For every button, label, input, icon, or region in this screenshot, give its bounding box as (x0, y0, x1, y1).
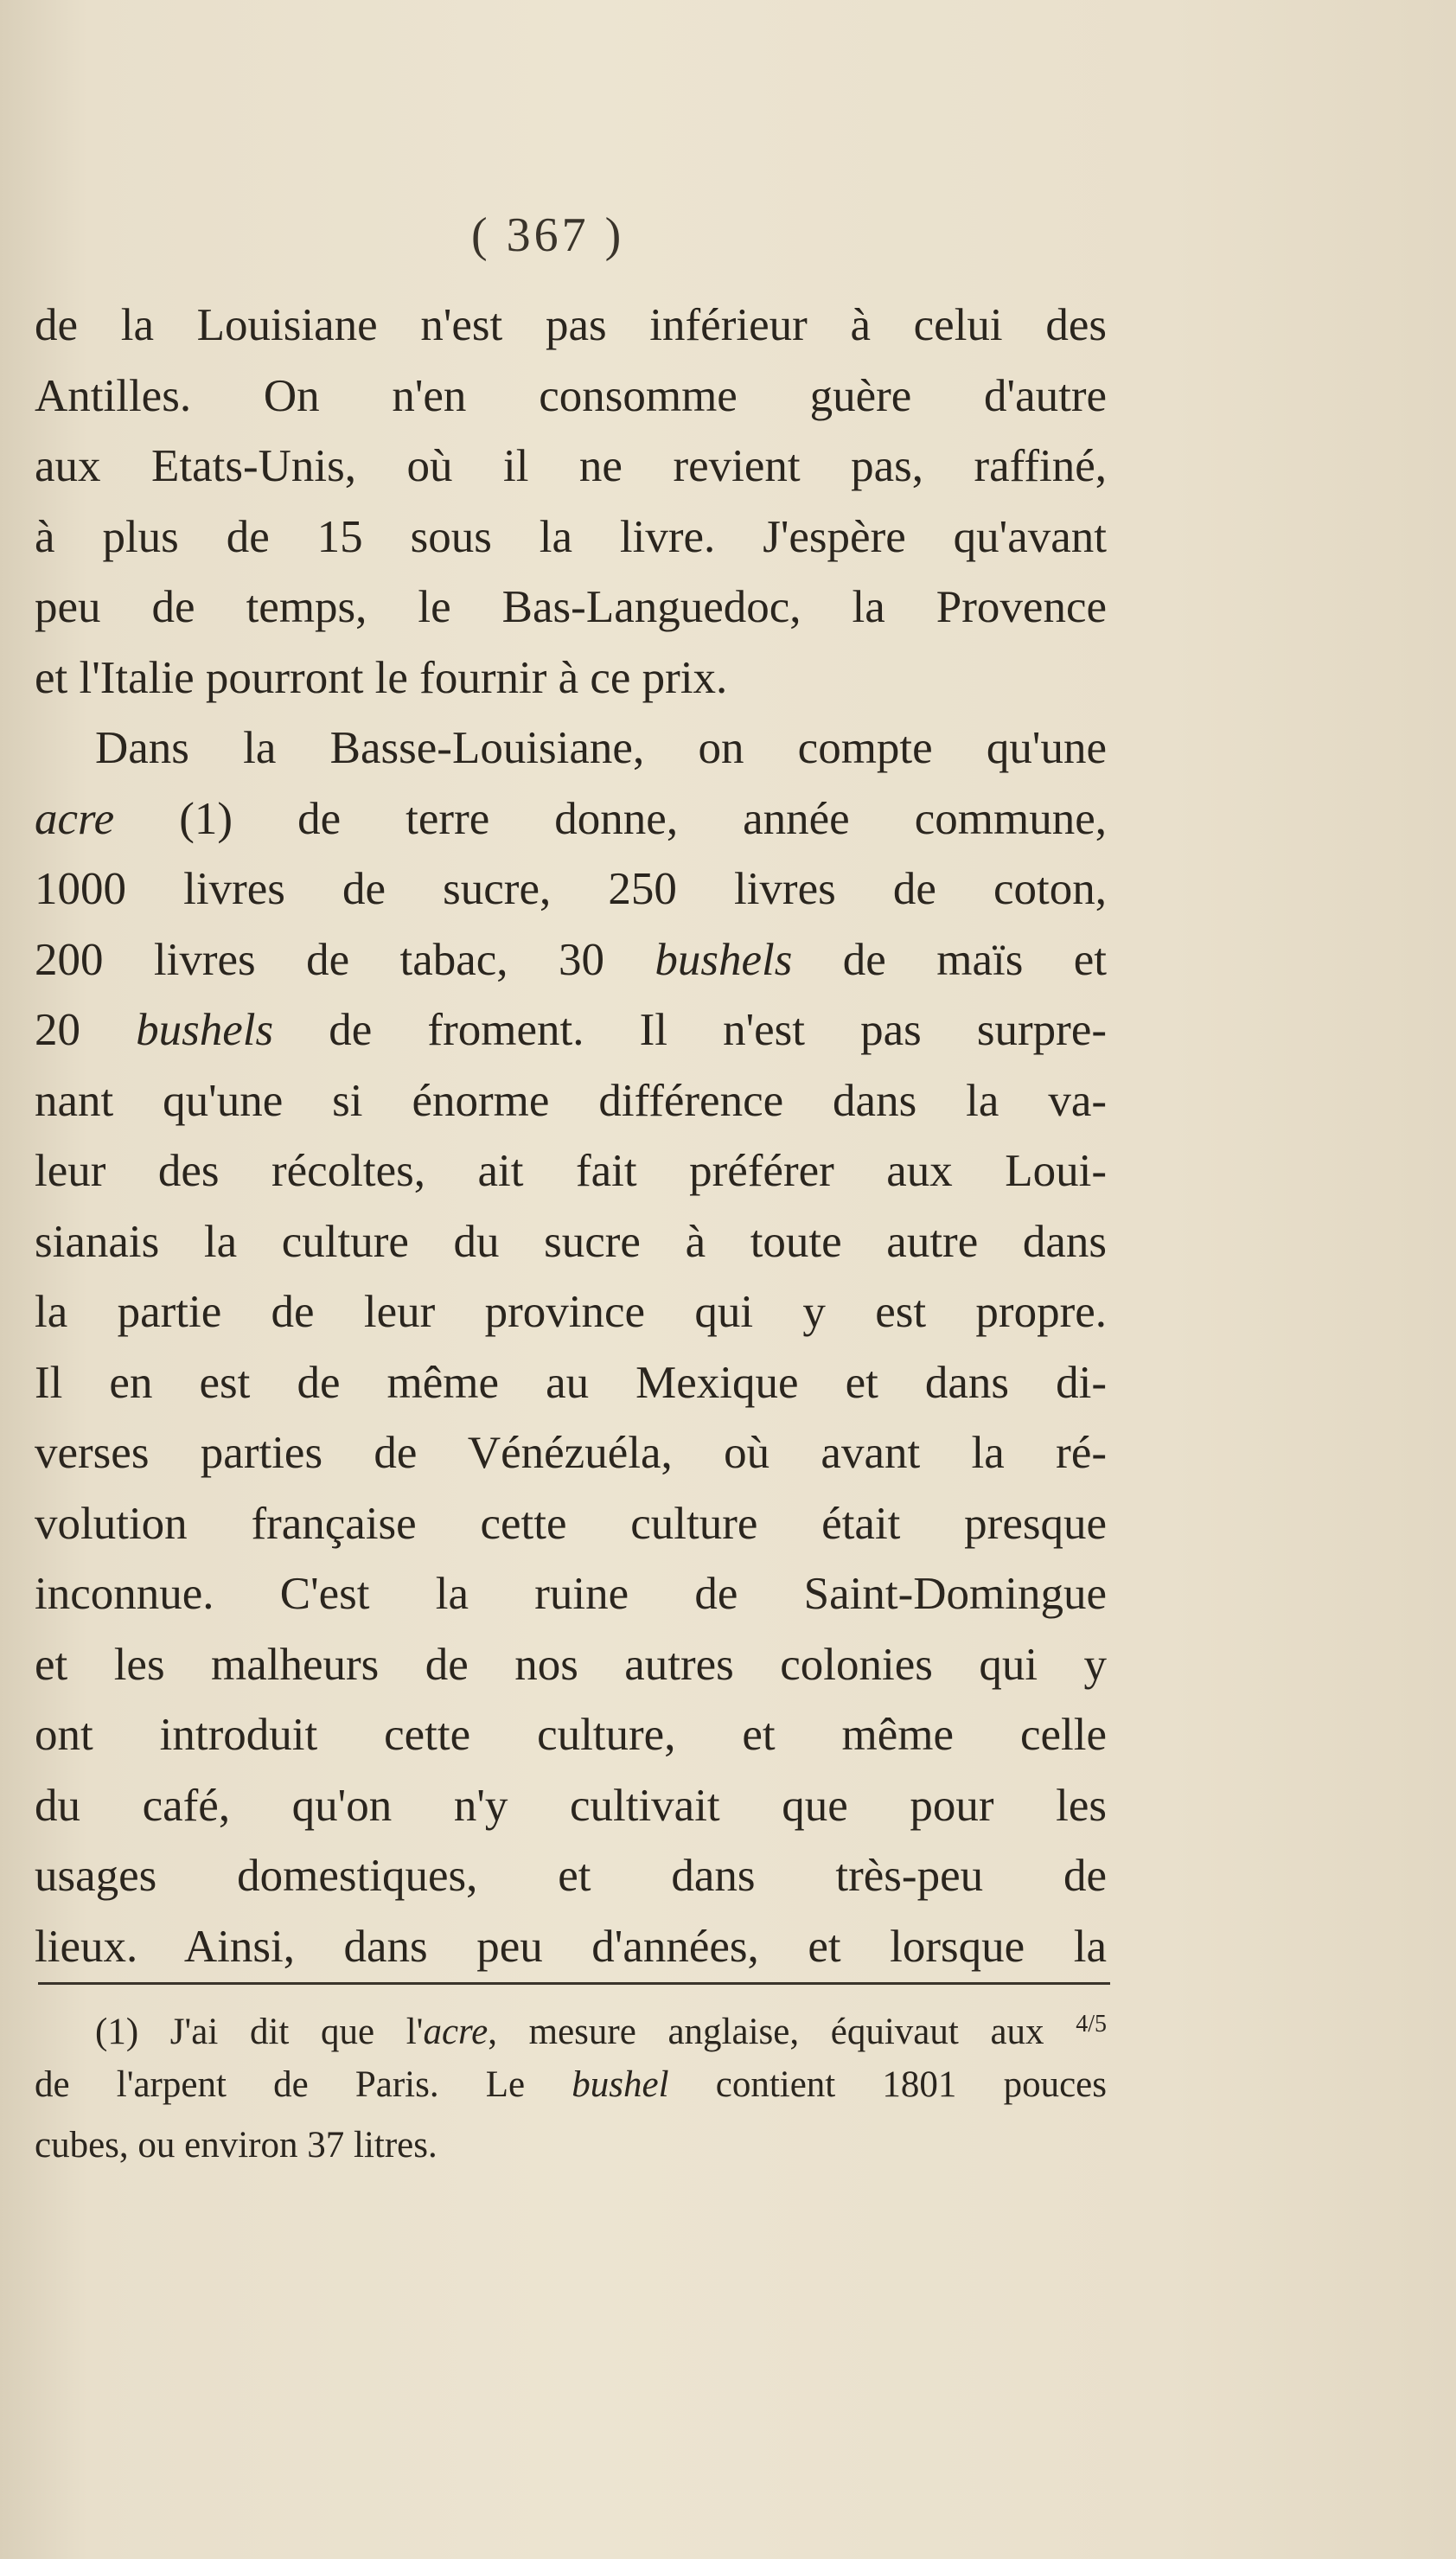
text-line: volution française cette culture était presque (35, 1498, 1107, 1549)
footnote-divider (38, 1982, 1110, 1985)
text-line: et l'Italie pourront le fournir à ce prix. (35, 652, 728, 703)
text-line: lieux. Ainsi, dans peu d'années, et lorsque la (35, 1921, 1107, 1972)
text-line: la partie de leur province qui y est propre. (35, 1287, 1107, 1337)
text-line: nant qu'une si énorme différence dans la va- (35, 1075, 1107, 1126)
text-line: à plus de 15 sous la livre. J'espère qu'avant (35, 511, 1107, 562)
italic-term: bushels (655, 934, 793, 985)
footnotes (35, 1994, 1107, 2176)
text-line: sianais la culture du sucre à toute autre dans (35, 1216, 1107, 1267)
footnote-line: (1) J'ai dit que l'acre, mesure anglaise, équivaut aux $^{4/5}$ (95, 2011, 1107, 2052)
text-line: du café, qu'on n'y cultivait que pour les (35, 1780, 1107, 1831)
italic-term: acre (35, 793, 115, 844)
text-line: et les malheurs de nos autres colonies qui y (35, 1639, 1107, 1690)
text-line: Dans la Basse-Louisiane, on compte qu'une (95, 723, 1107, 773)
text-line: 20 bushels de froment. Il n'est pas surpre- (35, 1005, 1108, 1055)
footnote-line: de l'arpent de Paris. Le bushel contient 1801 pouces (35, 2064, 1107, 2105)
italic-term: bushel (572, 2064, 669, 2105)
text-line: ont introduit cette culture, et même celle (35, 1710, 1107, 1760)
italic-term: bushels (136, 1005, 274, 1055)
text-line: 200 livres de tabac, 30 bushels de maïs et (35, 934, 1107, 985)
italic-term: acre (423, 2012, 489, 2052)
text-line: Il en est de même au Mexique et dans di- (35, 1357, 1107, 1408)
text-line: 1000 livres de sucre, 250 livres de coton, (35, 864, 1107, 914)
text-line: Antilles. On n'en consomme guère d'autre (35, 370, 1107, 421)
footnote-line: cubes, ou environ 37 litres. (35, 2125, 437, 2166)
text-line: peu de temps, le Bas-Languedoc, la Provence (35, 582, 1107, 632)
page-number: ( 367 ) (471, 208, 625, 262)
fraction: 4/5 (1076, 2011, 1107, 2038)
text-line: aux Etats-Unis, où il ne revient pas, raffiné, (35, 441, 1107, 491)
text-line: verses parties de Vénézuéla, où avant la ré- (35, 1428, 1107, 1478)
body-text (35, 291, 1107, 1982)
text-line: acre (1) de terre donne, année commune, (35, 793, 1107, 844)
text-line: usages domestiques, et dans très-peu de (35, 1851, 1107, 1901)
text-line: de la Louisiane n'est pas inférieur à celui des (35, 300, 1107, 350)
text-line: inconnue. C'est la ruine de Saint-Domingue (35, 1569, 1107, 1619)
text-line: leur des récoltes, ait fait préférer aux Loui- (35, 1146, 1107, 1196)
